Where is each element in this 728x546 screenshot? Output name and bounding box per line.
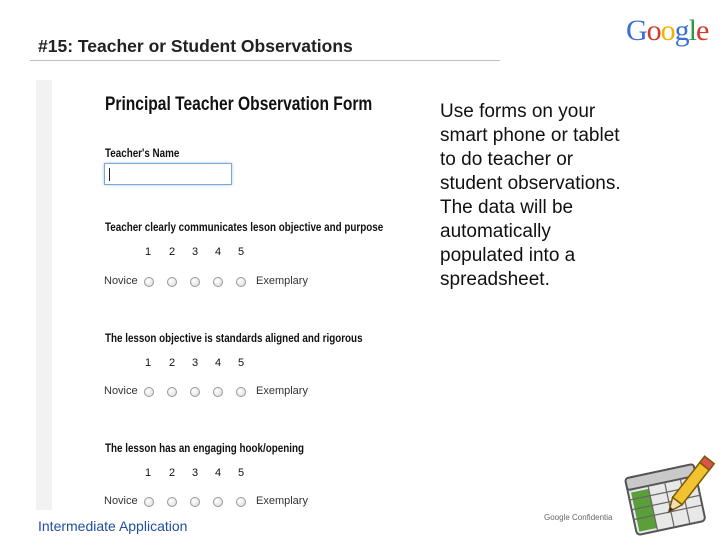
- scale-number: 1: [145, 357, 152, 369]
- body-line: Use forms on your: [440, 101, 596, 122]
- question-label: The lesson objective is standards aligned and rigorous: [105, 331, 363, 345]
- scale-number: 3: [192, 467, 199, 479]
- form-panel: [52, 80, 420, 510]
- body-line: student observations.: [440, 173, 621, 194]
- footer-label: Intermediate Application: [38, 518, 188, 534]
- scale-number: 4: [215, 246, 222, 258]
- scale-high-label: Exemplary: [256, 385, 308, 397]
- scale-number: 2: [169, 357, 176, 369]
- radio-option-2[interactable]: [167, 277, 177, 287]
- question-label: Teacher clearly communicates leson objective and purpose: [105, 220, 384, 234]
- body-text: [440, 100, 700, 292]
- scale-number: 5: [238, 246, 245, 258]
- confidential-label: Google Confidentia: [544, 513, 613, 522]
- scale-high-label: Exemplary: [256, 275, 308, 287]
- radio-option-1[interactable]: [144, 277, 154, 287]
- radio-option-4[interactable]: [213, 277, 223, 287]
- body-line: smart phone or tablet: [440, 125, 620, 146]
- scale-number: 2: [169, 467, 176, 479]
- title-divider: [30, 60, 500, 61]
- body-line: to do teacher or: [440, 149, 574, 170]
- radio-option-5[interactable]: [236, 387, 246, 397]
- logo-letter: G: [626, 14, 647, 47]
- radio-option-3[interactable]: [190, 387, 200, 397]
- scale-number: 3: [192, 246, 199, 258]
- spreadsheet-pencil-icon: [620, 446, 716, 542]
- radio-option-2[interactable]: [167, 387, 177, 397]
- body-line: spreadsheet.: [440, 269, 550, 290]
- logo-letter: l: [688, 14, 697, 47]
- form-title: Principal Teacher Observation Form: [105, 94, 373, 115]
- radio-option-3[interactable]: [190, 277, 200, 287]
- logo-letter: o: [660, 14, 675, 47]
- scale-low-label: Novice: [104, 495, 138, 507]
- teacher-name-input[interactable]: [104, 163, 232, 185]
- radio-option-2[interactable]: [167, 497, 177, 507]
- scale-number: 2: [169, 246, 176, 258]
- google-logo: [626, 14, 708, 48]
- radio-option-5[interactable]: [236, 277, 246, 287]
- scale-high-label: Exemplary: [256, 495, 308, 507]
- scale-number: 1: [145, 467, 152, 479]
- logo-letter: g: [674, 14, 689, 47]
- body-line: populated into a: [440, 245, 576, 266]
- scale-low-label: Novice: [104, 275, 138, 287]
- radio-option-3[interactable]: [190, 497, 200, 507]
- body-line: The data will be: [440, 197, 574, 218]
- scale-number: 4: [215, 467, 222, 479]
- scale-number: 3: [192, 357, 199, 369]
- radio-option-4[interactable]: [213, 497, 223, 507]
- radio-option-5[interactable]: [236, 497, 246, 507]
- text-caret: [109, 168, 110, 181]
- radio-option-1[interactable]: [144, 497, 154, 507]
- scale-low-label: Novice: [104, 385, 138, 397]
- radio-option-1[interactable]: [144, 387, 154, 397]
- body-line: automatically: [440, 221, 551, 242]
- form-screenshot: [36, 80, 420, 510]
- scale-number: 5: [238, 357, 245, 369]
- radio-option-4[interactable]: [213, 387, 223, 397]
- scale-number: 4: [215, 357, 222, 369]
- scale-number: 5: [238, 467, 245, 479]
- question-label: The lesson has an engaging hook/opening: [105, 441, 305, 455]
- logo-letter: e: [696, 14, 709, 47]
- logo-letter: o: [646, 14, 661, 47]
- slide-title: #15: Teacher or Student Observations: [38, 36, 353, 56]
- teacher-name-label: Teacher's Name: [105, 146, 180, 160]
- scale-number: 1: [145, 246, 152, 258]
